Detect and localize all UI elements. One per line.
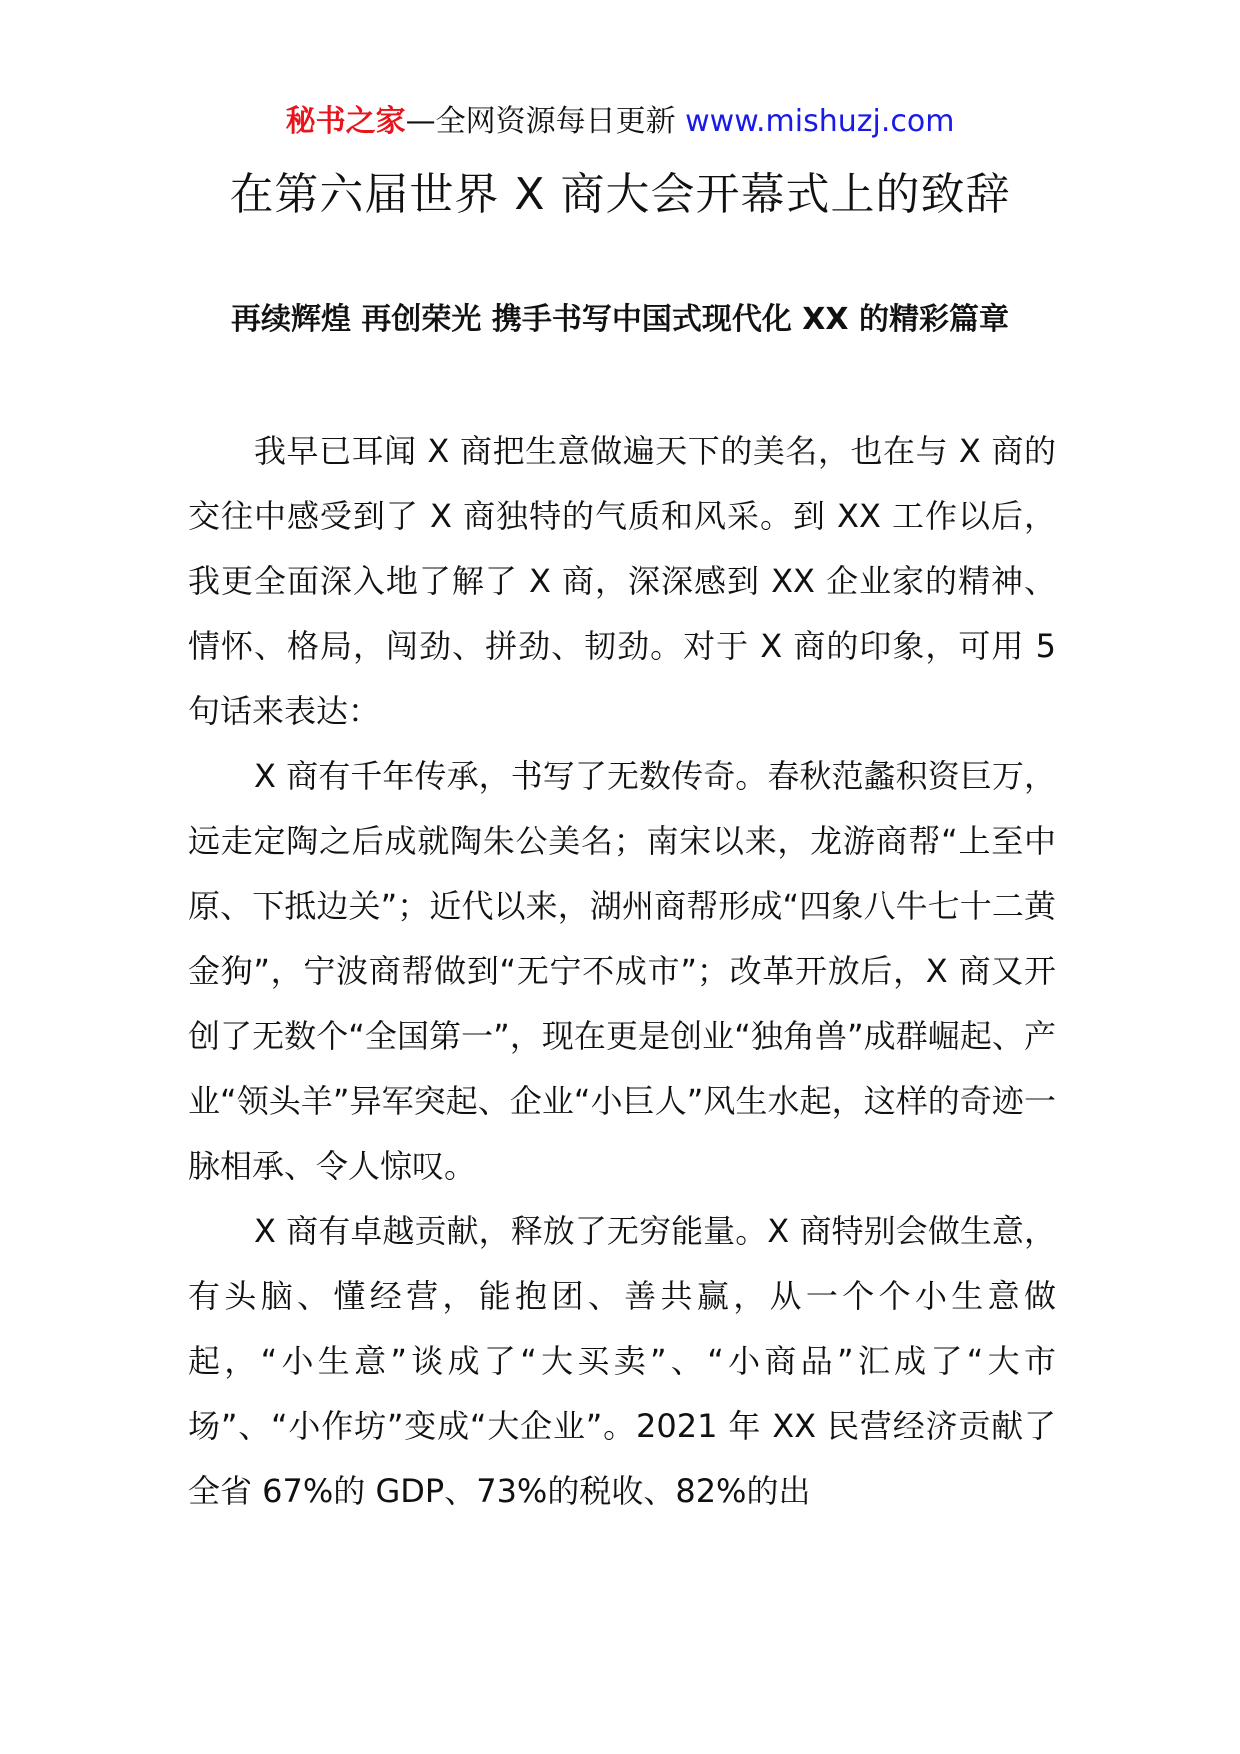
site-tagline: —全网资源每日更新 (405, 104, 676, 139)
body-paragraph: X 商有卓越贡献，释放了无穷能量。X 商特别会做生意，有头脑、懂经营，能抱团、善共赢，从一个个小生意做起，“小生意”谈成了“大买卖”、“小商品”汇成了“大市场”、“小作坊”变成“大企业”。2021 年 XX 民营经济贡献了全省 67%的 GDP、73%的税收、82%的出 (188, 1212, 1056, 1510)
document-body (188, 419, 1056, 1524)
site-header (0, 102, 1240, 142)
document-subtitle: 再续辉煌 再创荣光 携手书写中国式现代化 XX 的精彩篇章 (230, 302, 1010, 337)
site-brand[interactable]: 秘书之家 (285, 104, 406, 139)
document-title: 在第六届世界 X 商大会开幕式上的致辞 (229, 169, 1011, 220)
body-paragraph: 我早已耳闻 X 商把生意做遍天下的美名，也在与 X 商的交往中感受到了 X 商独特的气质和风采。到 XX 工作以后，我更全面深入地了解了 X 商，深深感到 XX 企业家的精神、情怀、格局，闯劲、拼劲、韧劲。对于 X 商的印象，可用 5 句话来表达： (188, 432, 1056, 730)
body-paragraph: X 商有千年传承，书写了无数传奇。春秋范蠡积资巨万，远走定陶之后成就陶朱公美名；南宋以来，龙游商帮“上至中原、下抵边关”；近代以来，湖州商帮形成“四象八牛七十二黄金狗”，宁波商帮做到“无宁不成市”；改革开放后，X 商又开创了无数个“全国第一”，现在更是创业“独角兽”成群崛起、产业“领头羊”异军突起、企业“小巨人”风生水起，这样的奇迹一脉相承、令人惊叹。 (188, 757, 1056, 1185)
site-url-link[interactable]: www.mishuzj.com (685, 104, 955, 139)
